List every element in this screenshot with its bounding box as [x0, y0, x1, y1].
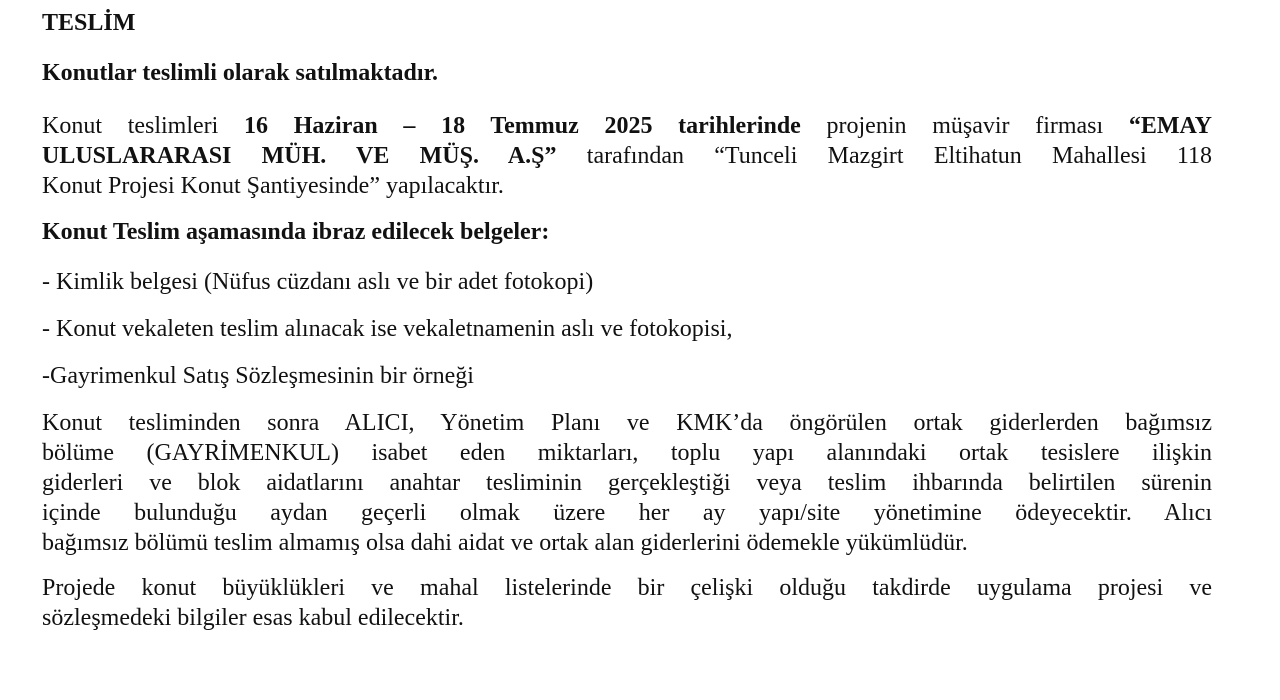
delivery-line-3: Konut Projesi Konut Şantiyesinde” yapılacaktır. [42, 173, 504, 199]
documents-list-item: - Kimlik belgesi (Nüfus cüzdanı aslı ve bir adet fotokopi) [42, 269, 594, 295]
delivery-text: Konut teslimleri [42, 113, 245, 139]
delivery-dates: 16 Haziran – 18 Temmuz 2025 tarihlerinde [244, 113, 801, 139]
document-page [42, 0, 1212, 633]
expenses-line: içinde bulunduğu aydan geçerli olmak üzere her ay yapı/site yönetimine ödeyecektir. Alıcı [42, 500, 1212, 526]
delivery-paragraph [42, 111, 1212, 201]
project-line: sözleşmedeki bilgiler esas kabul edilecektir. [42, 605, 464, 631]
expenses-line: giderleri ve blok aidatlarını anahtar tesliminin gerçekleştiği veya teslim ihbarında belirtilen sürenin [42, 470, 1212, 496]
project-line: Projede konut büyüklükleri ve mahal listelerinde bir çelişki olduğu takdirde uygulama projesi ve [42, 575, 1212, 601]
expenses-line: bağımsız bölümü teslim almamış olsa dahi aidat ve ortak alan giderlerini ödemekle yükümlüdür. [42, 530, 968, 556]
consultant-firm-name: ULUSLARARASI MÜH. VE MÜŞ. A.Ş” [42, 143, 557, 169]
delivery-line-1 [42, 111, 1212, 141]
consultant-firm-name: “EMAY [1128, 113, 1212, 139]
documents-title: Konut Teslim aşamasında ibraz edilecek belgeler: [42, 219, 550, 245]
documents-list-item: -Gayrimenkul Satış Sözleşmesinin bir örneği [42, 363, 474, 389]
intro-statement: Konutlar teslimli olarak satılmaktadır. [42, 60, 439, 86]
documents-list-item: - Konut vekaleten teslim alınacak ise vekaletnamenin aslı ve fotokopisi, [42, 316, 733, 342]
expenses-paragraph [42, 408, 1212, 558]
expenses-line: Konut tesliminden sonra ALICI, Yönetim Planı ve KMK’da öngörülen ortak giderlerden bağımsız [42, 410, 1212, 436]
expenses-line: bölüme (GAYRİMENKUL) isabet eden miktarları, toplu yapı alanındaki ortak tesislere ilişkin [42, 440, 1212, 466]
section-heading: TESLİM [42, 10, 136, 36]
delivery-text: projenin müşavir firması [800, 113, 1129, 139]
project-paragraph [42, 573, 1212, 633]
delivery-text: tarafından “Tunceli Mazgirt Eltihatun Mahallesi 118 [556, 143, 1213, 169]
delivery-line-2 [42, 141, 1212, 171]
